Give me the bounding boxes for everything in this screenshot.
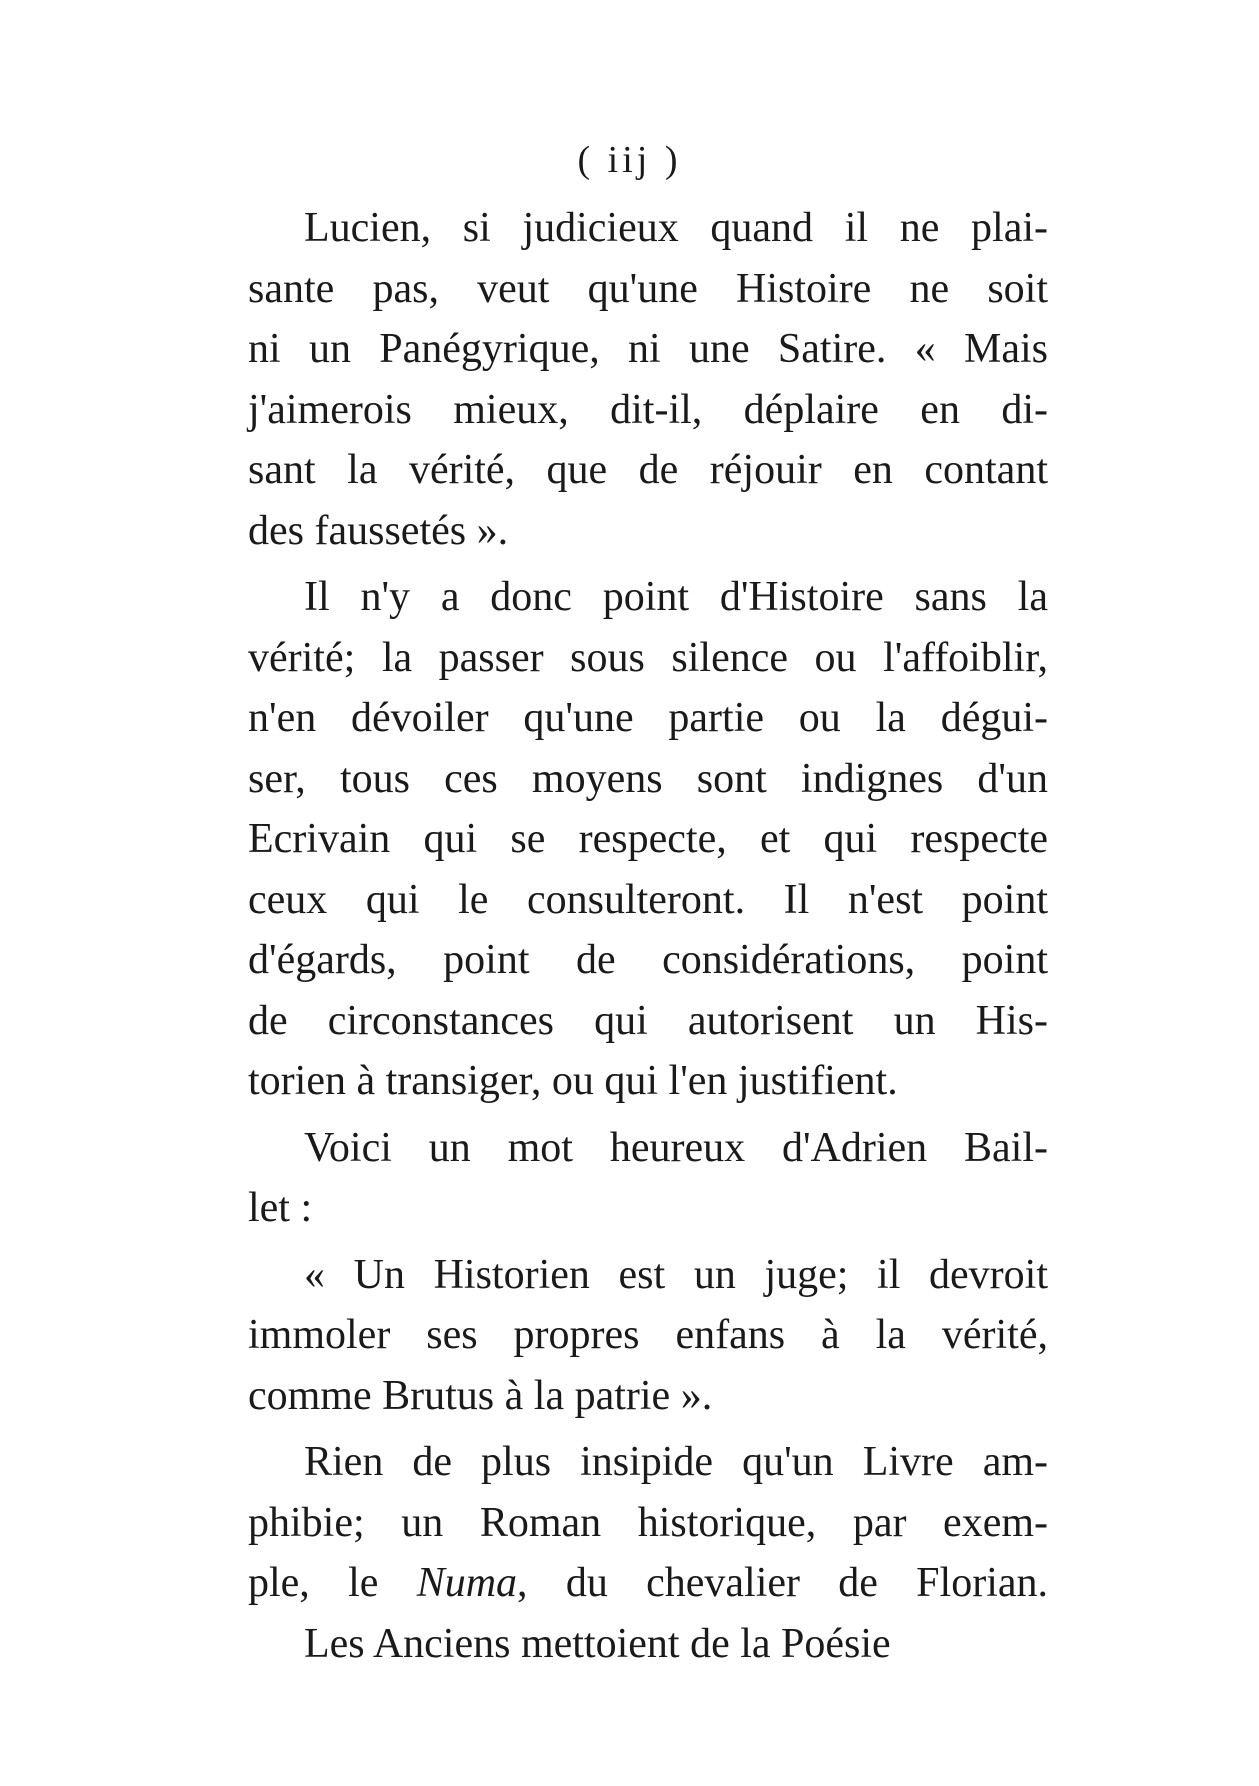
page-number: ( iij )	[577, 139, 682, 181]
italic-book-title: Numa	[416, 1560, 518, 1606]
text-line: sante pas, veut qu'une Histoire ne soit	[248, 265, 1048, 312]
text-line: comme Brutus à la patrie ».	[248, 1372, 713, 1419]
text-line: des faussetés ».	[248, 507, 509, 554]
text-line: j'aimerois mieux, dit-il, déplaire en di-	[248, 386, 1048, 433]
text-line: Il n'y a donc point d'Histoire sans la	[304, 574, 1048, 620]
text-line: « Un Historien est un juge; il devroit	[304, 1251, 1048, 1298]
text-line: Lucien, si judicieux quand il ne plai-	[304, 205, 1048, 251]
text-line	[248, 1553, 1048, 1614]
text-line: torien à transiger, ou qui l'en justifient.	[248, 1058, 898, 1104]
text-line: Rien de plus insipide qu'un Livre am-	[304, 1439, 1048, 1485]
text-line: Voici un mot heureux d'Adrien Bail-	[304, 1124, 1048, 1171]
text-line: ceux qui le consulteront. Il n'est point	[248, 876, 1048, 923]
text-line: let :	[248, 1185, 313, 1231]
text-line: d'égards, point de considérations, point	[248, 937, 1048, 983]
text-line: de circonstances qui autorisent un His-	[248, 997, 1048, 1044]
text-segment: ple, le	[248, 1560, 417, 1606]
text-line: phibie; un Roman historique, par exem-	[248, 1499, 1048, 1546]
text-line: Les Anciens mettoient de la Poésie	[304, 1620, 891, 1667]
text-line: immoler ses propres enfans à la vérité,	[248, 1312, 1048, 1358]
text-segment: , du chevalier de Florian.	[517, 1560, 1049, 1606]
text-line: Ecrivain qui se respecte, et qui respecte	[248, 816, 1048, 862]
text-line: ser, tous ces moyens sont indignes d'un	[248, 755, 1048, 802]
text-line: n'en dévoiler qu'une partie ou la dégui-	[248, 695, 1048, 741]
text-line: sant la vérité, que de réjouir en contant	[248, 447, 1048, 493]
text-line: ni un Panégyrique, ni une Satire. « Mais	[248, 326, 1048, 372]
body-text	[248, 198, 1048, 1674]
text-line: vérité; la passer sous silence ou l'affoiblir,	[248, 634, 1048, 681]
